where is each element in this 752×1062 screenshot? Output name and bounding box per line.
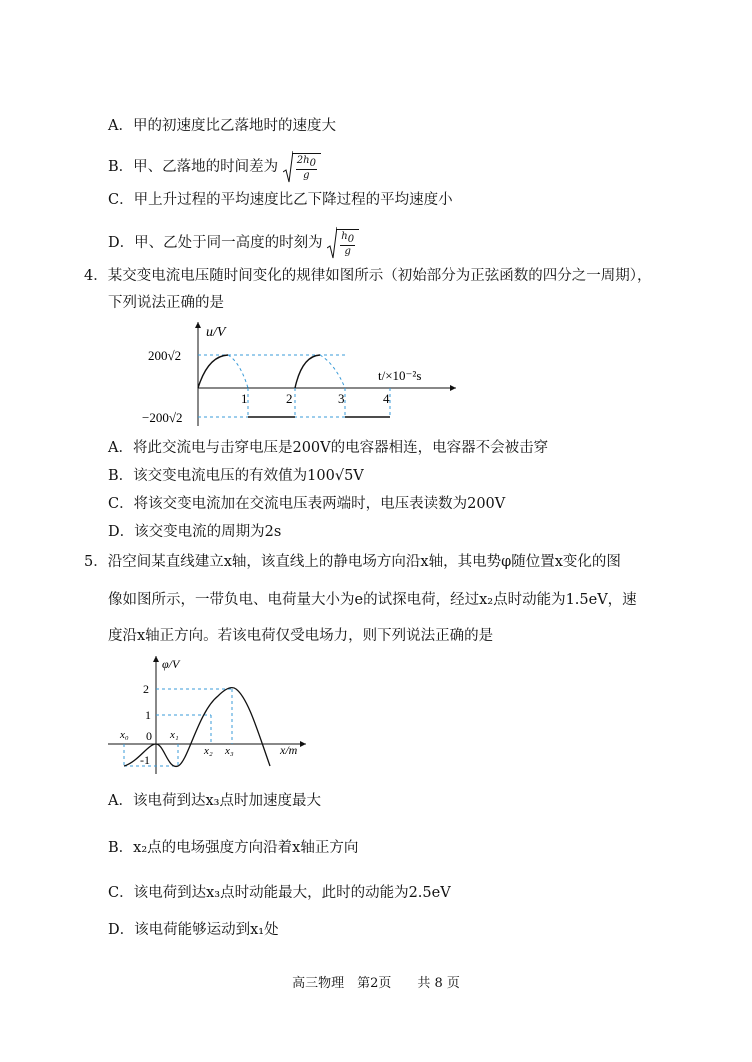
q4-t-axis-label: t/×10⁻²s (378, 368, 422, 383)
q5-option-b: B．x₂点的电场强度方向沿着x轴正方向 (108, 840, 359, 856)
q3-b-den: g (303, 170, 310, 181)
q3-d-den: g (344, 246, 351, 257)
q5-x3-label: x₃ (225, 745, 234, 757)
q3-option-b-text: B．甲、乙落地的时间差为 (108, 159, 279, 175)
q5-stem-line2: 像如图所示，一带负电、电荷量大小为e的试探电荷，经过x₂点时动能为1.5eV，速 (108, 592, 637, 608)
q5-y-tick-1: 1 (145, 708, 151, 722)
q4-option-d: D．该交变电流的周期为2s (108, 524, 282, 540)
q5-phi-axis-label: φ/V (162, 657, 180, 671)
q3-b-num: 2h (296, 155, 310, 166)
q5-x-axis-label: x/m (280, 743, 298, 757)
q5-stem-line1: 5．沿空间某直线建立x轴，该直线上的静电场方向沿x轴，其电势φ随位置x变化的图 (84, 554, 621, 570)
q3-b-num-sub: 0 (309, 158, 316, 169)
q4-x-tick-4: 4 (383, 391, 390, 406)
q3-d-num: h (341, 231, 348, 242)
q4-x-tick-3: 3 (338, 391, 345, 406)
q4-stem-line2: 下列说法正确的是 (108, 295, 224, 311)
q3-d-num-sub: 0 (347, 234, 355, 245)
q4-option-a: A．将此交流电与击穿电压是200V的电容器相连，电容器不会被击穿 (108, 440, 549, 456)
q5-y-tick-neg1: -1 (140, 753, 150, 767)
page-footer: 高三物理 第2页 共 8 页 (292, 976, 460, 991)
q3-option-d-text: D．甲、乙处于同一高度的时刻为 (108, 235, 323, 251)
q4-x-tick-1: 1 (241, 391, 248, 406)
q4-voltage-graph (140, 318, 460, 430)
q4-option-b: B．该交变电流电压的有效值为100√5V (108, 468, 364, 484)
q3-option-b-formula (283, 150, 321, 184)
q5-x2-label: x₂ (204, 745, 213, 757)
q3-option-d-formula (327, 226, 359, 260)
q4-option-c: C．将该交变电流加在交流电压表两端时，电压表读数为200V (108, 496, 506, 512)
q5-x1-label: x₁ (170, 729, 179, 741)
q5-potential-graph (108, 652, 318, 776)
q3-option-c: C．甲上升过程的平均速度比乙下降过程的平均速度小 (108, 192, 453, 208)
q5-stem-line3: 度沿x轴正方向。若该电荷仅受电场力，则下列说法正确的是 (108, 628, 494, 644)
q5-y-tick-2: 2 (143, 682, 149, 696)
q4-stem-line1: 4．某交变电流电压随时间变化的规律如图所示（初始部分为正弦函数的四分之一周期）， (84, 268, 652, 284)
q5-y-tick-0: 0 (146, 729, 152, 743)
q4-y-pos-label: 200√2 (148, 348, 182, 363)
q3-option-b (108, 150, 321, 184)
q5-option-c: C．该电荷到达x₃点时动能最大，此时的动能为2.5eV (108, 885, 451, 901)
q3-option-d (108, 226, 359, 260)
q5-option-d: D．该电荷能够运动到x₁处 (108, 922, 279, 938)
q5-x0-label: x₀ (120, 729, 129, 741)
q4-u-axis-label: u/V (206, 325, 226, 340)
q4-y-neg-label: −200√2 (142, 410, 183, 425)
q5-option-a: A．该电荷到达x₃点时加速度最大 (108, 793, 321, 809)
q4-guide-lines (198, 355, 390, 417)
q4-x-tick-2: 2 (286, 391, 293, 406)
q4-waveform (198, 355, 390, 417)
q3-option-a: A．甲的初速度比乙落地时的速度大 (108, 118, 336, 134)
